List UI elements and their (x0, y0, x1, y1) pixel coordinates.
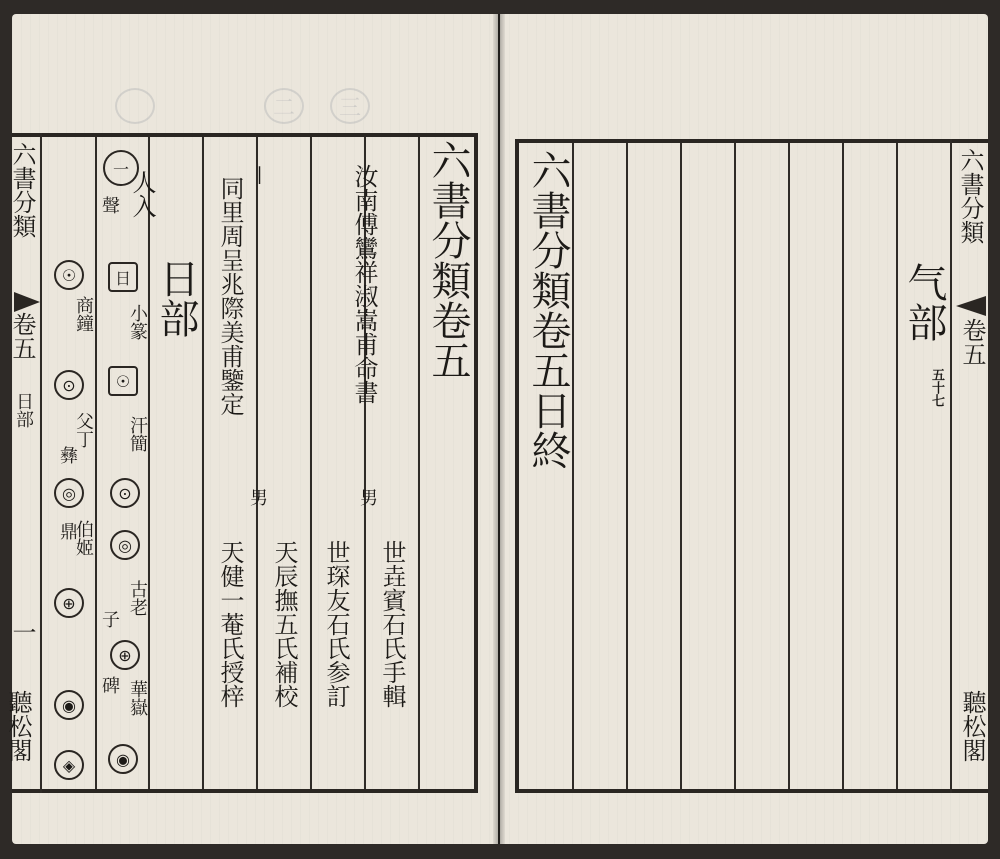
volume-title: 六書分類卷五 (425, 140, 471, 380)
source-鼎: 鼎 (57, 522, 78, 540)
seal-glyph: ☉ (108, 366, 138, 396)
column-rule (788, 143, 790, 789)
seal-glyph-日: 日 (108, 262, 138, 292)
edge-page-number: 一 (8, 620, 36, 644)
column-rule (40, 133, 42, 793)
bleed-seal (115, 88, 155, 124)
credit-son-3: 天辰撫五氏補校 (270, 540, 298, 708)
credit-author: 汝南傅鸞祥淑嵩甫命書 (350, 164, 378, 404)
column-rule (148, 137, 150, 789)
bleed-seal: 二 (264, 88, 304, 124)
column-rule (418, 137, 420, 789)
pronunciation-note: 聲 (99, 196, 120, 214)
radical-page-number: 五十七 (929, 368, 944, 407)
seal-glyph: ◎ (54, 478, 84, 508)
stroke-count-text: 一 (112, 159, 129, 179)
edge-book-title: 六書分類 (8, 142, 36, 238)
credit-son-2: 世琛友石氏参訂 (322, 540, 350, 708)
column-rule (734, 143, 736, 789)
seal-glyph: ◉ (54, 690, 84, 720)
column-rule (626, 143, 628, 789)
source-伯姬: 伯姬 (73, 520, 94, 556)
column-rule (95, 137, 97, 789)
seal-glyph: ⊙ (54, 370, 84, 400)
edge-volume: 卷五 (958, 318, 986, 366)
edge-volume: 卷五 (8, 312, 36, 360)
bleed-seal: 三 (330, 88, 370, 124)
edge-book-title: 六書分類 (956, 148, 984, 244)
right-text-frame (515, 139, 988, 793)
label-華嶽: 華嶽 (127, 680, 148, 716)
seal-glyph: ⊕ (54, 588, 84, 618)
left-text-frame (8, 133, 478, 793)
source-父丁: 父丁 (73, 412, 94, 448)
book-gutter (493, 14, 505, 844)
label-汗簡: 汗簡 (127, 416, 148, 452)
edge-section: 日部 (13, 392, 34, 428)
credit-son-mark: 男 (357, 488, 378, 506)
column-rule (256, 137, 258, 789)
fish-tail-mark (956, 296, 986, 316)
column-rule (572, 143, 574, 789)
credit-son-1: 世垚賓石氏手輯 (378, 540, 406, 708)
seal-glyph: ◎ (110, 530, 140, 560)
credit-mark: | (249, 164, 270, 185)
seal-glyph: ☉ (54, 260, 84, 290)
seal-glyph: ◈ (54, 750, 84, 780)
column-rule (950, 139, 952, 793)
section-title: 日部 (153, 258, 199, 338)
label-古老: 古老 (127, 580, 148, 616)
column-rule (680, 143, 682, 789)
colophon: 六書分類卷五日終 (525, 150, 571, 470)
credit-son-4: 天健一菴氏授梓 (216, 540, 244, 708)
credit-reviewer: 同里周呈兆際美甫鑒定 (216, 176, 244, 416)
column-rule (896, 143, 898, 789)
column-rule (310, 137, 312, 789)
credit-son-mark: 男 (247, 488, 268, 506)
source-彝: 彝 (57, 446, 78, 464)
edge-publisher: 聽松閣 (958, 690, 986, 762)
fish-tail-mark (14, 292, 40, 312)
seal-glyph: ⊙ (110, 478, 140, 508)
label-小篆: 小篆 (127, 304, 148, 340)
seal-glyph: ⊕ (110, 640, 140, 670)
column-rule (842, 143, 844, 789)
source-商鐘: 商鐘 (73, 296, 94, 332)
seal-glyph: ◉ (108, 744, 138, 774)
column-rule (202, 137, 204, 789)
label-子: 子 (99, 610, 120, 628)
pronunciation: 人入 (128, 170, 156, 218)
edge-publisher: 聽松閣 (4, 690, 32, 762)
label-碑: 碑 (99, 676, 120, 694)
radical-title: 气部 (901, 262, 947, 342)
